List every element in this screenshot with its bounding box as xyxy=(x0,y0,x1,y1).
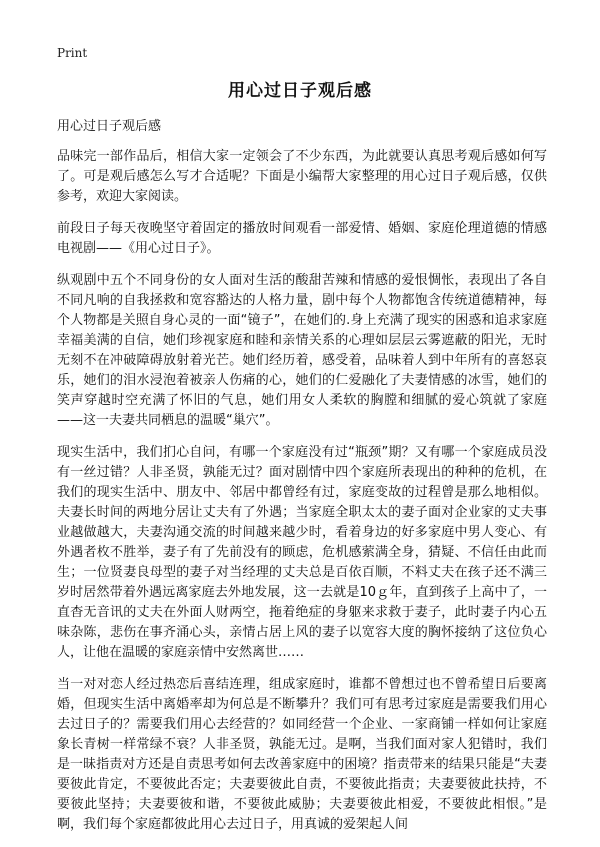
document-body xyxy=(57,117,547,847)
document-subtitle: 用心过日子观后感 xyxy=(57,119,162,134)
paragraph-4: 当一对对恋人经过热恋后喜结连理，组成家庭时，谁都不曾想过也不曾希望日后要离婚，但现实生活中离婚率却为何总是不断攀升？我们可有思考过家庭是需要我们用心去过日子的？需要我们用心去经营的？如同经营一个企业、一家商铺一样如何让家庭象长青树一样常绿不衰？人非圣贤，孰能无过。是啊，当我们面对家人犯错时，我们是一昧指责对方还是自责思考如何去改善家庭中的困境？指责带来的结果只能是“夫妻要彼此肯定，不要彼此否定；夫妻要彼此自责，不要彼此指责；夫妻要彼此扶持，不要彼此坚持；夫妻要彼和谐，不要彼此威胁；夫妻要彼此相爱，不要彼此相恨。”是啊，我们每个家庭都彼此用心去过日子，用真诚的爱架起人间 xyxy=(57,677,547,832)
paragraph-3: 现实生活中，我们扪心自问，有哪一个家庭没有过“瓶颈”期？又有哪一个家庭成员没有一丝过错？人非圣贤，孰能无过？面对剧情中四个家庭所表现出的种种的危机，在我们的现实生活中、朋友中、邻居中都曾经有过，家庭变故的过程曾是那么地相似。夫妻长时间的两地分居让丈夫有了外遇；当家庭全职太太的妻子面对企业家的丈夫事业越做越大，夫妻沟通交流的时间越来越少时，看着身边的好多家庭中男人变心、有外遇者枚不胜举，妻子有了先前没有的顾虑，危机感萦满全身，猜疑、不信任由此而生；一位贤妻良母型的妻子对当经理的丈夫总是百依百顺，不料丈夫在孩子还不满三岁时居然带着外遇远离家庭去外地发展，这一去就是10ｇ年，直到孩子上高中了，一直杳无音讯的丈夫在外面人财两空，拖着绝症的身躯来求救于妻子，此时妻子内心五味杂陈，悲伤在事齐涌心头，亲情占居上风的妻子以宽容大度的胸怀接纳了这位负心人，让他在温暖的家庭亲情中安然离世…… xyxy=(57,445,547,660)
print-link[interactable]: Print xyxy=(57,46,88,60)
document-title: 用心过日子观后感 xyxy=(228,81,372,101)
paragraph-2: 纵观剧中五个不同身份的女人面对生活的酸甜苦辣和情感的爱恨惆怅，表现出了各自不同凡响的自我拯救和宽容豁达的人格力量，剧中每个人物都饱含传统道德精神，每个人物都是关照自身心灵的一面“镜子”，在她们的.身上充满了现实的困惑和追求家庭幸福美满的自信，她们珍视家庭和睦和亲情关系的心理如层层云雾遮蔽的阳光，无时无刻不在冲破障碍放射着光芒。她们经历着，感受着，品味着人到中年所有的喜怒哀乐，她们的泪水浸泡着被亲人伤痛的心，她们的仁爱融化了夫妻情感的冰雪，她们的笑声穿越时空充满了怀旧的气息，她们用女人柔软的胸膛和细腻的爱心筑就了家庭——这一夫妻共同栖息的温暖“巢穴”。 xyxy=(57,273,547,428)
paragraph-1: 前段日子每天夜晚坚守着固定的播放时间观看一部爱情、婚姻、家庭伦理道德的情感电视剧——《用心过日子》。 xyxy=(57,221,547,256)
paragraph-intro: 品味完一部作品后，相信大家一定领会了不少东西，为此就要认真思考观后感如何写了。可是观后感怎么写才合适呢？下面是小编帮大家整理的用心过日子观后感，仅供参考，欢迎大家阅读。 xyxy=(57,149,547,204)
